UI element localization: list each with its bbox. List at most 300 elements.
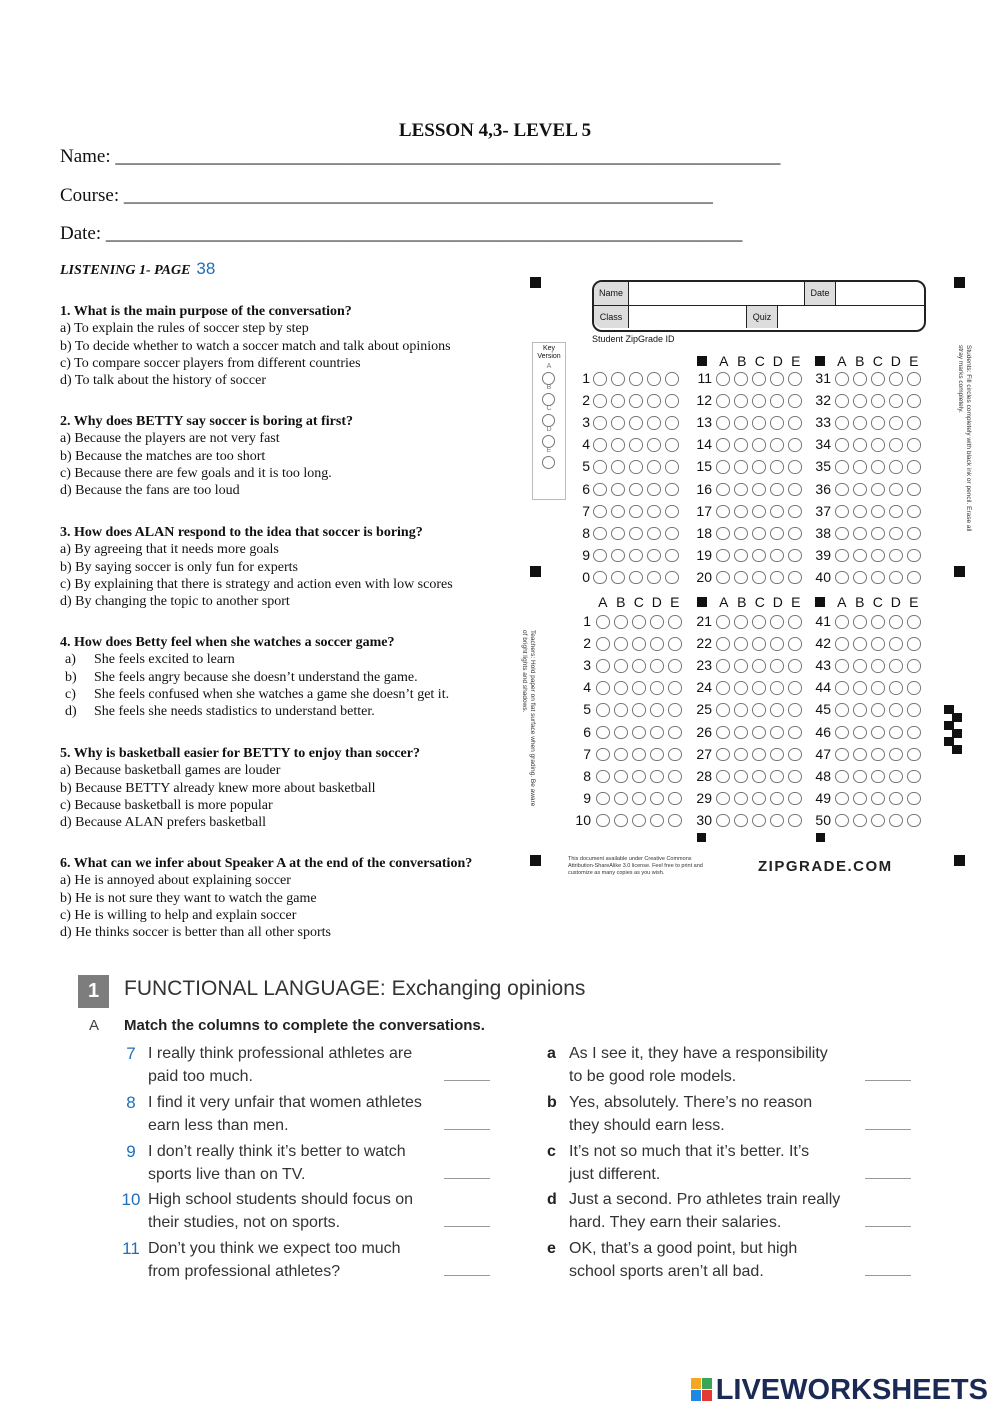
- q9-bubble-b[interactable]: [614, 792, 628, 806]
- q39-bubble-b[interactable]: [853, 549, 867, 563]
- q35-bubble-c[interactable]: [871, 460, 885, 474]
- date-field[interactable]: Date: ___________________________________________________________________: [60, 223, 743, 244]
- id-digit-0-bubble-b[interactable]: [611, 571, 625, 585]
- id-digit-0-bubble-c[interactable]: [629, 571, 643, 585]
- q4-bubble-c[interactable]: [632, 681, 646, 695]
- q15-bubble-a[interactable]: [716, 460, 730, 474]
- id-digit-1-bubble-d[interactable]: [647, 372, 661, 386]
- q45-bubble-e[interactable]: [907, 703, 921, 717]
- q23-bubble-b[interactable]: [734, 659, 748, 673]
- q40-bubble-c[interactable]: [871, 571, 885, 585]
- q39-bubble-e[interactable]: [907, 549, 921, 563]
- q41-bubble-e[interactable]: [907, 615, 921, 629]
- id-digit-4-bubble-d[interactable]: [647, 438, 661, 452]
- option[interactable]: [60, 703, 520, 720]
- q41-bubble-c[interactable]: [871, 615, 885, 629]
- q7-bubble-e[interactable]: [668, 748, 682, 762]
- q5-bubble-a[interactable]: [596, 703, 610, 717]
- q2-bubble-d[interactable]: [650, 637, 664, 651]
- q39-bubble-d[interactable]: [889, 549, 903, 563]
- id-digit-0-bubble-d[interactable]: [647, 571, 661, 585]
- q37-bubble-b[interactable]: [853, 505, 867, 519]
- q43-bubble-e[interactable]: [907, 659, 921, 673]
- id-digit-2-bubble-b[interactable]: [611, 394, 625, 408]
- id-digit-2-bubble-c[interactable]: [629, 394, 643, 408]
- answer-blank[interactable]: [865, 1226, 911, 1227]
- id-digit-3-bubble-d[interactable]: [647, 416, 661, 430]
- q4-bubble-a[interactable]: [596, 681, 610, 695]
- q24-bubble-e[interactable]: [788, 681, 802, 695]
- q14-bubble-b[interactable]: [734, 438, 748, 452]
- q32-bubble-d[interactable]: [889, 394, 903, 408]
- id-digit-4-bubble-e[interactable]: [665, 438, 679, 452]
- q5-bubble-d[interactable]: [650, 703, 664, 717]
- option[interactable]: [60, 651, 520, 668]
- q10-bubble-d[interactable]: [650, 814, 664, 828]
- q26-bubble-e[interactable]: [788, 726, 802, 740]
- id-digit-4-bubble-a[interactable]: [593, 438, 607, 452]
- q29-bubble-c[interactable]: [752, 792, 766, 806]
- q47-bubble-c[interactable]: [871, 748, 885, 762]
- q49-bubble-b[interactable]: [853, 792, 867, 806]
- q26-bubble-c[interactable]: [752, 726, 766, 740]
- answer-blank[interactable]: [865, 1178, 911, 1179]
- q46-bubble-d[interactable]: [889, 726, 903, 740]
- id-digit-4-bubble-b[interactable]: [611, 438, 625, 452]
- q34-bubble-c[interactable]: [871, 438, 885, 452]
- id-digit-9-bubble-d[interactable]: [647, 549, 661, 563]
- q35-bubble-b[interactable]: [853, 460, 867, 474]
- q27-bubble-a[interactable]: [716, 748, 730, 762]
- q46-bubble-c[interactable]: [871, 726, 885, 740]
- q27-bubble-d[interactable]: [770, 748, 784, 762]
- option[interactable]: d) He thinks soccer is better than all other sports: [60, 925, 331, 941]
- q44-bubble-b[interactable]: [853, 681, 867, 695]
- course-field[interactable]: Course: ______________________________________________________________: [60, 185, 713, 206]
- q30-bubble-c[interactable]: [752, 814, 766, 828]
- q7-bubble-b[interactable]: [614, 748, 628, 762]
- id-digit-6-bubble-c[interactable]: [629, 483, 643, 497]
- q31-bubble-a[interactable]: [835, 372, 849, 386]
- q33-bubble-c[interactable]: [871, 416, 885, 430]
- q38-bubble-a[interactable]: [835, 527, 849, 541]
- q3-bubble-a[interactable]: [596, 659, 610, 673]
- q42-bubble-a[interactable]: [835, 637, 849, 651]
- option[interactable]: d) To talk about the history of soccer: [60, 373, 266, 389]
- id-digit-7-bubble-e[interactable]: [665, 505, 679, 519]
- q17-bubble-d[interactable]: [770, 505, 784, 519]
- q33-bubble-d[interactable]: [889, 416, 903, 430]
- q3-bubble-e[interactable]: [668, 659, 682, 673]
- key-version-bubble-e[interactable]: [542, 456, 555, 469]
- q17-bubble-e[interactable]: [788, 505, 802, 519]
- q34-bubble-d[interactable]: [889, 438, 903, 452]
- id-digit-8-bubble-a[interactable]: [593, 527, 607, 541]
- q16-bubble-e[interactable]: [788, 483, 802, 497]
- q23-bubble-e[interactable]: [788, 659, 802, 673]
- q41-bubble-d[interactable]: [889, 615, 903, 629]
- q49-bubble-d[interactable]: [889, 792, 903, 806]
- id-digit-5-bubble-e[interactable]: [665, 460, 679, 474]
- q18-bubble-a[interactable]: [716, 527, 730, 541]
- q8-bubble-b[interactable]: [614, 770, 628, 784]
- q48-bubble-b[interactable]: [853, 770, 867, 784]
- id-digit-7-bubble-c[interactable]: [629, 505, 643, 519]
- option[interactable]: d) By changing the topic to another sport: [60, 594, 290, 610]
- q14-bubble-d[interactable]: [770, 438, 784, 452]
- q40-bubble-a[interactable]: [835, 571, 849, 585]
- q34-bubble-b[interactable]: [853, 438, 867, 452]
- q14-bubble-c[interactable]: [752, 438, 766, 452]
- q16-bubble-c[interactable]: [752, 483, 766, 497]
- q37-bubble-d[interactable]: [889, 505, 903, 519]
- q24-bubble-c[interactable]: [752, 681, 766, 695]
- q13-bubble-c[interactable]: [752, 416, 766, 430]
- q10-bubble-e[interactable]: [668, 814, 682, 828]
- q35-bubble-a[interactable]: [835, 460, 849, 474]
- q44-bubble-d[interactable]: [889, 681, 903, 695]
- q42-bubble-d[interactable]: [889, 637, 903, 651]
- q2-bubble-b[interactable]: [614, 637, 628, 651]
- q17-bubble-a[interactable]: [716, 505, 730, 519]
- q19-bubble-d[interactable]: [770, 549, 784, 563]
- q48-bubble-a[interactable]: [835, 770, 849, 784]
- q32-bubble-e[interactable]: [907, 394, 921, 408]
- option[interactable]: a) Because basketball games are louder: [60, 763, 281, 779]
- q35-bubble-e[interactable]: [907, 460, 921, 474]
- q30-bubble-b[interactable]: [734, 814, 748, 828]
- q5-bubble-e[interactable]: [668, 703, 682, 717]
- q12-bubble-b[interactable]: [734, 394, 748, 408]
- q45-bubble-a[interactable]: [835, 703, 849, 717]
- option[interactable]: d) Because the fans are too loud: [60, 483, 240, 499]
- q9-bubble-c[interactable]: [632, 792, 646, 806]
- q23-bubble-c[interactable]: [752, 659, 766, 673]
- q36-bubble-e[interactable]: [907, 483, 921, 497]
- id-digit-0-bubble-e[interactable]: [665, 571, 679, 585]
- q29-bubble-e[interactable]: [788, 792, 802, 806]
- q31-bubble-d[interactable]: [889, 372, 903, 386]
- q29-bubble-d[interactable]: [770, 792, 784, 806]
- q2-bubble-e[interactable]: [668, 637, 682, 651]
- id-digit-0-bubble-a[interactable]: [593, 571, 607, 585]
- q47-bubble-e[interactable]: [907, 748, 921, 762]
- id-digit-6-bubble-e[interactable]: [665, 483, 679, 497]
- q21-bubble-e[interactable]: [788, 615, 802, 629]
- q1-bubble-d[interactable]: [650, 615, 664, 629]
- q7-bubble-d[interactable]: [650, 748, 664, 762]
- q18-bubble-b[interactable]: [734, 527, 748, 541]
- answer-blank[interactable]: [865, 1129, 911, 1130]
- q22-bubble-c[interactable]: [752, 637, 766, 651]
- q20-bubble-b[interactable]: [734, 571, 748, 585]
- name-field[interactable]: Name: ______________________________________________________________________: [60, 146, 781, 167]
- id-digit-2-bubble-a[interactable]: [593, 394, 607, 408]
- q25-bubble-d[interactable]: [770, 703, 784, 717]
- q19-bubble-c[interactable]: [752, 549, 766, 563]
- q13-bubble-a[interactable]: [716, 416, 730, 430]
- q38-bubble-e[interactable]: [907, 527, 921, 541]
- q50-bubble-c[interactable]: [871, 814, 885, 828]
- q20-bubble-d[interactable]: [770, 571, 784, 585]
- id-digit-5-bubble-c[interactable]: [629, 460, 643, 474]
- answer-blank[interactable]: [444, 1178, 490, 1179]
- id-digit-5-bubble-a[interactable]: [593, 460, 607, 474]
- q27-bubble-c[interactable]: [752, 748, 766, 762]
- option[interactable]: [60, 669, 520, 686]
- q12-bubble-d[interactable]: [770, 394, 784, 408]
- q49-bubble-a[interactable]: [835, 792, 849, 806]
- q42-bubble-c[interactable]: [871, 637, 885, 651]
- id-digit-7-bubble-d[interactable]: [647, 505, 661, 519]
- q2-bubble-a[interactable]: [596, 637, 610, 651]
- q11-bubble-d[interactable]: [770, 372, 784, 386]
- id-digit-3-bubble-a[interactable]: [593, 416, 607, 430]
- id-digit-9-bubble-c[interactable]: [629, 549, 643, 563]
- q12-bubble-e[interactable]: [788, 394, 802, 408]
- q10-bubble-a[interactable]: [596, 814, 610, 828]
- q26-bubble-d[interactable]: [770, 726, 784, 740]
- id-digit-6-bubble-d[interactable]: [647, 483, 661, 497]
- option[interactable]: c) He is willing to help and explain soccer: [60, 907, 297, 923]
- q49-bubble-e[interactable]: [907, 792, 921, 806]
- answer-blank[interactable]: [444, 1080, 490, 1081]
- q38-bubble-c[interactable]: [871, 527, 885, 541]
- q11-bubble-c[interactable]: [752, 372, 766, 386]
- q45-bubble-c[interactable]: [871, 703, 885, 717]
- q45-bubble-b[interactable]: [853, 703, 867, 717]
- q19-bubble-a[interactable]: [716, 549, 730, 563]
- q39-bubble-c[interactable]: [871, 549, 885, 563]
- option[interactable]: a) Because the players are not very fast: [60, 431, 280, 447]
- q37-bubble-a[interactable]: [835, 505, 849, 519]
- id-digit-1-bubble-e[interactable]: [665, 372, 679, 386]
- q8-bubble-a[interactable]: [596, 770, 610, 784]
- q36-bubble-c[interactable]: [871, 483, 885, 497]
- id-digit-8-bubble-b[interactable]: [611, 527, 625, 541]
- q9-bubble-e[interactable]: [668, 792, 682, 806]
- q15-bubble-b[interactable]: [734, 460, 748, 474]
- q18-bubble-c[interactable]: [752, 527, 766, 541]
- q21-bubble-a[interactable]: [716, 615, 730, 629]
- option[interactable]: c) Because there are few goals and it is too long.: [60, 465, 332, 481]
- q47-bubble-d[interactable]: [889, 748, 903, 762]
- q4-bubble-d[interactable]: [650, 681, 664, 695]
- id-digit-5-bubble-b[interactable]: [611, 460, 625, 474]
- option[interactable]: b) Because BETTY already knew more about basketball: [60, 780, 376, 796]
- q9-bubble-a[interactable]: [596, 792, 610, 806]
- q17-bubble-b[interactable]: [734, 505, 748, 519]
- id-digit-8-bubble-d[interactable]: [647, 527, 661, 541]
- q21-bubble-d[interactable]: [770, 615, 784, 629]
- q25-bubble-a[interactable]: [716, 703, 730, 717]
- id-digit-8-bubble-c[interactable]: [629, 527, 643, 541]
- answer-blank[interactable]: [444, 1275, 490, 1276]
- q20-bubble-c[interactable]: [752, 571, 766, 585]
- q38-bubble-d[interactable]: [889, 527, 903, 541]
- q22-bubble-d[interactable]: [770, 637, 784, 651]
- q11-bubble-b[interactable]: [734, 372, 748, 386]
- q50-bubble-b[interactable]: [853, 814, 867, 828]
- q6-bubble-a[interactable]: [596, 726, 610, 740]
- option[interactable]: b) To decide whether to watch a soccer match and talk about opinions: [60, 338, 451, 354]
- q6-bubble-b[interactable]: [614, 726, 628, 740]
- q32-bubble-a[interactable]: [835, 394, 849, 408]
- q28-bubble-c[interactable]: [752, 770, 766, 784]
- q27-bubble-b[interactable]: [734, 748, 748, 762]
- q5-bubble-b[interactable]: [614, 703, 628, 717]
- q28-bubble-b[interactable]: [734, 770, 748, 784]
- q9-bubble-d[interactable]: [650, 792, 664, 806]
- q42-bubble-b[interactable]: [853, 637, 867, 651]
- id-digit-8-bubble-e[interactable]: [665, 527, 679, 541]
- q34-bubble-e[interactable]: [907, 438, 921, 452]
- q6-bubble-d[interactable]: [650, 726, 664, 740]
- q43-bubble-d[interactable]: [889, 659, 903, 673]
- q40-bubble-d[interactable]: [889, 571, 903, 585]
- q10-bubble-b[interactable]: [614, 814, 628, 828]
- q48-bubble-c[interactable]: [871, 770, 885, 784]
- q27-bubble-e[interactable]: [788, 748, 802, 762]
- q50-bubble-a[interactable]: [835, 814, 849, 828]
- q41-bubble-a[interactable]: [835, 615, 849, 629]
- option[interactable]: d) Because ALAN prefers basketball: [60, 815, 267, 831]
- q21-bubble-b[interactable]: [734, 615, 748, 629]
- q22-bubble-b[interactable]: [734, 637, 748, 651]
- id-digit-9-bubble-e[interactable]: [665, 549, 679, 563]
- q50-bubble-e[interactable]: [907, 814, 921, 828]
- q43-bubble-a[interactable]: [835, 659, 849, 673]
- q46-bubble-b[interactable]: [853, 726, 867, 740]
- q4-bubble-b[interactable]: [614, 681, 628, 695]
- option[interactable]: c) Because basketball is more popular: [60, 797, 273, 813]
- q24-bubble-d[interactable]: [770, 681, 784, 695]
- id-digit-4-bubble-c[interactable]: [629, 438, 643, 452]
- q19-bubble-b[interactable]: [734, 549, 748, 563]
- q12-bubble-a[interactable]: [716, 394, 730, 408]
- q25-bubble-b[interactable]: [734, 703, 748, 717]
- id-digit-3-bubble-e[interactable]: [665, 416, 679, 430]
- q22-bubble-e[interactable]: [788, 637, 802, 651]
- q50-bubble-d[interactable]: [889, 814, 903, 828]
- q15-bubble-e[interactable]: [788, 460, 802, 474]
- q4-bubble-e[interactable]: [668, 681, 682, 695]
- option[interactable]: b) Because the matches are too short: [60, 448, 266, 464]
- q22-bubble-a[interactable]: [716, 637, 730, 651]
- option[interactable]: c) By explaining that there is strategy and action even with low scores: [60, 576, 453, 592]
- q48-bubble-e[interactable]: [907, 770, 921, 784]
- q20-bubble-e[interactable]: [788, 571, 802, 585]
- q31-bubble-c[interactable]: [871, 372, 885, 386]
- q48-bubble-d[interactable]: [889, 770, 903, 784]
- q21-bubble-c[interactable]: [752, 615, 766, 629]
- q29-bubble-a[interactable]: [716, 792, 730, 806]
- id-digit-2-bubble-e[interactable]: [665, 394, 679, 408]
- q26-bubble-b[interactable]: [734, 726, 748, 740]
- id-digit-9-bubble-b[interactable]: [611, 549, 625, 563]
- q36-bubble-b[interactable]: [853, 483, 867, 497]
- q10-bubble-c[interactable]: [632, 814, 646, 828]
- q13-bubble-e[interactable]: [788, 416, 802, 430]
- q1-bubble-b[interactable]: [614, 615, 628, 629]
- q30-bubble-a[interactable]: [716, 814, 730, 828]
- q15-bubble-d[interactable]: [770, 460, 784, 474]
- id-digit-9-bubble-a[interactable]: [593, 549, 607, 563]
- q32-bubble-b[interactable]: [853, 394, 867, 408]
- q16-bubble-a[interactable]: [716, 483, 730, 497]
- answer-blank[interactable]: [865, 1275, 911, 1276]
- q47-bubble-a[interactable]: [835, 748, 849, 762]
- id-digit-3-bubble-c[interactable]: [629, 416, 643, 430]
- q43-bubble-b[interactable]: [853, 659, 867, 673]
- q33-bubble-b[interactable]: [853, 416, 867, 430]
- id-digit-6-bubble-a[interactable]: [593, 483, 607, 497]
- q11-bubble-e[interactable]: [788, 372, 802, 386]
- q1-bubble-c[interactable]: [632, 615, 646, 629]
- id-digit-1-bubble-b[interactable]: [611, 372, 625, 386]
- q23-bubble-d[interactable]: [770, 659, 784, 673]
- q7-bubble-a[interactable]: [596, 748, 610, 762]
- q3-bubble-d[interactable]: [650, 659, 664, 673]
- q1-bubble-e[interactable]: [668, 615, 682, 629]
- q35-bubble-d[interactable]: [889, 460, 903, 474]
- q25-bubble-e[interactable]: [788, 703, 802, 717]
- q1-bubble-a[interactable]: [596, 615, 610, 629]
- answer-blank[interactable]: [444, 1129, 490, 1130]
- q20-bubble-a[interactable]: [716, 571, 730, 585]
- id-digit-3-bubble-b[interactable]: [611, 416, 625, 430]
- q15-bubble-c[interactable]: [752, 460, 766, 474]
- q46-bubble-e[interactable]: [907, 726, 921, 740]
- q13-bubble-b[interactable]: [734, 416, 748, 430]
- q43-bubble-c[interactable]: [871, 659, 885, 673]
- q26-bubble-a[interactable]: [716, 726, 730, 740]
- q46-bubble-a[interactable]: [835, 726, 849, 740]
- q25-bubble-c[interactable]: [752, 703, 766, 717]
- q6-bubble-c[interactable]: [632, 726, 646, 740]
- q18-bubble-d[interactable]: [770, 527, 784, 541]
- option[interactable]: a) He is annoyed about explaining soccer: [60, 873, 291, 889]
- option[interactable]: b) He is not sure they want to watch the game: [60, 890, 317, 906]
- id-digit-5-bubble-d[interactable]: [647, 460, 661, 474]
- q8-bubble-e[interactable]: [668, 770, 682, 784]
- id-digit-1-bubble-a[interactable]: [593, 372, 607, 386]
- id-digit-2-bubble-d[interactable]: [647, 394, 661, 408]
- q44-bubble-c[interactable]: [871, 681, 885, 695]
- q28-bubble-a[interactable]: [716, 770, 730, 784]
- answer-blank[interactable]: [865, 1080, 911, 1081]
- q32-bubble-c[interactable]: [871, 394, 885, 408]
- q30-bubble-e[interactable]: [788, 814, 802, 828]
- q3-bubble-b[interactable]: [614, 659, 628, 673]
- q36-bubble-a[interactable]: [835, 483, 849, 497]
- q33-bubble-e[interactable]: [907, 416, 921, 430]
- q16-bubble-d[interactable]: [770, 483, 784, 497]
- q28-bubble-d[interactable]: [770, 770, 784, 784]
- q17-bubble-c[interactable]: [752, 505, 766, 519]
- id-digit-7-bubble-b[interactable]: [611, 505, 625, 519]
- q40-bubble-b[interactable]: [853, 571, 867, 585]
- q34-bubble-a[interactable]: [835, 438, 849, 452]
- q29-bubble-b[interactable]: [734, 792, 748, 806]
- q23-bubble-a[interactable]: [716, 659, 730, 673]
- q38-bubble-b[interactable]: [853, 527, 867, 541]
- q37-bubble-c[interactable]: [871, 505, 885, 519]
- q42-bubble-e[interactable]: [907, 637, 921, 651]
- option[interactable]: a) By agreeing that it needs more goals: [60, 542, 279, 558]
- q13-bubble-d[interactable]: [770, 416, 784, 430]
- answer-blank[interactable]: [444, 1226, 490, 1227]
